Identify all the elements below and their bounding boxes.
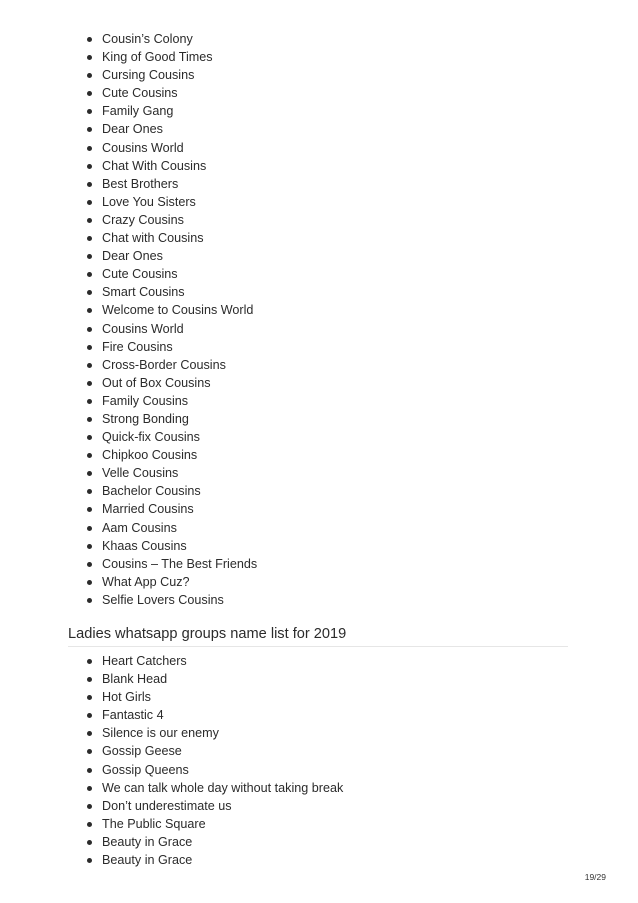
list-item-text: Aam Cousins bbox=[102, 520, 177, 535]
bullet-icon bbox=[87, 804, 92, 809]
list-item-text: Beauty in Grace bbox=[102, 834, 193, 849]
bullet-icon bbox=[87, 37, 92, 42]
list-item-text: Cursing Cousins bbox=[102, 68, 195, 83]
list-item-text: Fire Cousins bbox=[102, 339, 173, 354]
list-item-text: Dear Ones bbox=[102, 122, 163, 137]
bullet-icon bbox=[87, 109, 92, 114]
list-item bbox=[84, 338, 257, 356]
list-item-text: Cute Cousins bbox=[102, 267, 178, 282]
list-item-text: Blank Head bbox=[102, 672, 168, 687]
list-item bbox=[84, 301, 257, 319]
list-item bbox=[84, 706, 343, 724]
list-item-text: Out of Box Cousins bbox=[102, 375, 211, 390]
list-item-text: Gossip Geese bbox=[102, 744, 182, 759]
bullet-icon bbox=[87, 290, 92, 295]
list-item-text: Quick-fix Cousins bbox=[102, 430, 200, 445]
list-item bbox=[84, 66, 257, 84]
bullet-icon bbox=[87, 417, 92, 422]
bullet-icon bbox=[87, 526, 92, 531]
bullet-icon bbox=[87, 55, 92, 60]
list-item-text: Selfie Lovers Cousins bbox=[102, 592, 224, 607]
list-item-text: Beauty in Grace bbox=[102, 853, 193, 868]
list-item-text: Silence is our enemy bbox=[102, 726, 219, 741]
list-item-text: Chat with Cousins bbox=[102, 231, 204, 246]
list-item-text: Heart Catchers bbox=[102, 654, 187, 668]
list-item bbox=[84, 84, 257, 102]
list-item bbox=[84, 374, 257, 392]
bullet-icon bbox=[87, 399, 92, 404]
list-item bbox=[84, 670, 343, 688]
list-item bbox=[84, 247, 257, 265]
list-item bbox=[84, 157, 257, 175]
list-item-text: Love You Sisters bbox=[102, 194, 196, 209]
bullet-icon bbox=[87, 164, 92, 169]
bullet-icon bbox=[87, 200, 92, 205]
list-item bbox=[84, 779, 343, 797]
list-item bbox=[84, 229, 257, 247]
list-item-text: Don’t underestimate us bbox=[102, 798, 232, 813]
list-item-text: Cousins World bbox=[102, 140, 184, 155]
list-item-text: Married Cousins bbox=[102, 502, 194, 517]
bullet-icon bbox=[87, 471, 92, 476]
list-item bbox=[84, 175, 257, 193]
cousins-group-names-list bbox=[84, 30, 257, 609]
bullet-icon bbox=[87, 822, 92, 827]
bullet-icon bbox=[87, 731, 92, 736]
bullet-icon bbox=[87, 580, 92, 585]
list-item bbox=[84, 320, 257, 338]
list-item-text: Welcome to Cousins World bbox=[102, 303, 254, 318]
list-item bbox=[84, 30, 257, 48]
bullet-icon bbox=[87, 73, 92, 78]
list-item bbox=[84, 688, 343, 706]
list-item bbox=[84, 48, 257, 66]
list-item-text: Chipkoo Cousins bbox=[102, 448, 198, 463]
bullet-icon bbox=[87, 381, 92, 386]
page-number: 19/29 bbox=[584, 872, 606, 882]
bullet-icon bbox=[87, 146, 92, 151]
list-item bbox=[84, 652, 343, 670]
list-item bbox=[84, 537, 257, 555]
list-item bbox=[84, 356, 257, 374]
bullet-icon bbox=[87, 544, 92, 549]
list-item-text: Cousin’s Colony bbox=[102, 32, 193, 46]
list-item bbox=[84, 724, 343, 742]
bullet-icon bbox=[87, 435, 92, 440]
bullet-icon bbox=[87, 695, 92, 700]
list-item bbox=[84, 410, 257, 428]
bullet-icon bbox=[87, 218, 92, 223]
list-item bbox=[84, 591, 257, 609]
bullet-icon bbox=[87, 768, 92, 773]
bullet-icon bbox=[87, 677, 92, 682]
list-item-text: Gossip Queens bbox=[102, 762, 189, 777]
bullet-icon bbox=[87, 363, 92, 368]
list-item-text: Cute Cousins bbox=[102, 86, 178, 101]
list-item-text: Dear Ones bbox=[102, 249, 163, 264]
list-item-text: The Public Square bbox=[102, 816, 206, 831]
bullet-icon bbox=[87, 127, 92, 132]
bullet-icon bbox=[87, 507, 92, 512]
bullet-icon bbox=[87, 182, 92, 187]
bullet-icon bbox=[87, 236, 92, 241]
list-item-text: Family Cousins bbox=[102, 393, 189, 408]
list-item-text: King of Good Times bbox=[102, 50, 213, 65]
list-item bbox=[84, 193, 257, 211]
list-item-text: Fantastic 4 bbox=[102, 708, 164, 723]
list-item bbox=[84, 265, 257, 283]
list-item-text: Khaas Cousins bbox=[102, 538, 187, 553]
list-item bbox=[84, 851, 343, 869]
bullet-icon bbox=[87, 327, 92, 332]
list-item bbox=[84, 555, 257, 573]
list-item bbox=[84, 102, 257, 120]
list-item bbox=[84, 761, 343, 779]
list-item-text: Cousins – The Best Friends bbox=[102, 556, 258, 571]
bullet-icon bbox=[87, 713, 92, 718]
list-item bbox=[84, 742, 343, 760]
list-item bbox=[84, 573, 257, 591]
list-item-text: Chat With Cousins bbox=[102, 158, 207, 173]
section-heading: Ladies whatsapp groups name list for 2019 bbox=[68, 624, 568, 647]
list-item bbox=[84, 815, 343, 833]
bullet-icon bbox=[87, 858, 92, 863]
list-item-text: Crazy Cousins bbox=[102, 212, 184, 227]
list-item-text: Best Brothers bbox=[102, 176, 179, 191]
bullet-icon bbox=[87, 786, 92, 791]
bullet-icon bbox=[87, 840, 92, 845]
list-item bbox=[84, 428, 257, 446]
bullet-icon bbox=[87, 345, 92, 350]
bullet-icon bbox=[87, 91, 92, 96]
list-item-text: Strong Bonding bbox=[102, 411, 189, 426]
bullet-icon bbox=[87, 598, 92, 603]
list-item bbox=[84, 120, 257, 138]
list-item bbox=[84, 519, 257, 537]
list-item bbox=[84, 797, 343, 815]
list-item bbox=[84, 211, 257, 229]
list-item-text: Family Gang bbox=[102, 104, 174, 119]
list-item bbox=[84, 139, 257, 157]
list-item-text: Hot Girls bbox=[102, 690, 151, 705]
bullet-icon bbox=[87, 749, 92, 754]
list-item bbox=[84, 446, 257, 464]
bullet-icon bbox=[87, 489, 92, 494]
list-item bbox=[84, 283, 257, 301]
list-item bbox=[84, 392, 257, 410]
list-item-text: Bachelor Cousins bbox=[102, 484, 201, 499]
list-item bbox=[84, 482, 257, 500]
bullet-icon bbox=[87, 272, 92, 277]
list-item bbox=[84, 464, 257, 482]
bullet-icon bbox=[87, 562, 92, 567]
bullet-icon bbox=[87, 254, 92, 259]
bullet-icon bbox=[87, 308, 92, 313]
list-item bbox=[84, 500, 257, 518]
list-item-text: Smart Cousins bbox=[102, 285, 185, 300]
list-item bbox=[84, 833, 343, 851]
list-item-text: What App Cuz? bbox=[102, 574, 190, 589]
list-item-text: Cross-Border Cousins bbox=[102, 357, 226, 372]
list-item-text: Velle Cousins bbox=[102, 466, 179, 481]
list-item-text: We can talk whole day without taking break bbox=[102, 780, 344, 795]
ladies-group-names-list bbox=[84, 652, 343, 869]
list-item-text: Cousins World bbox=[102, 321, 184, 336]
bullet-icon bbox=[87, 659, 92, 664]
bullet-icon bbox=[87, 453, 92, 458]
